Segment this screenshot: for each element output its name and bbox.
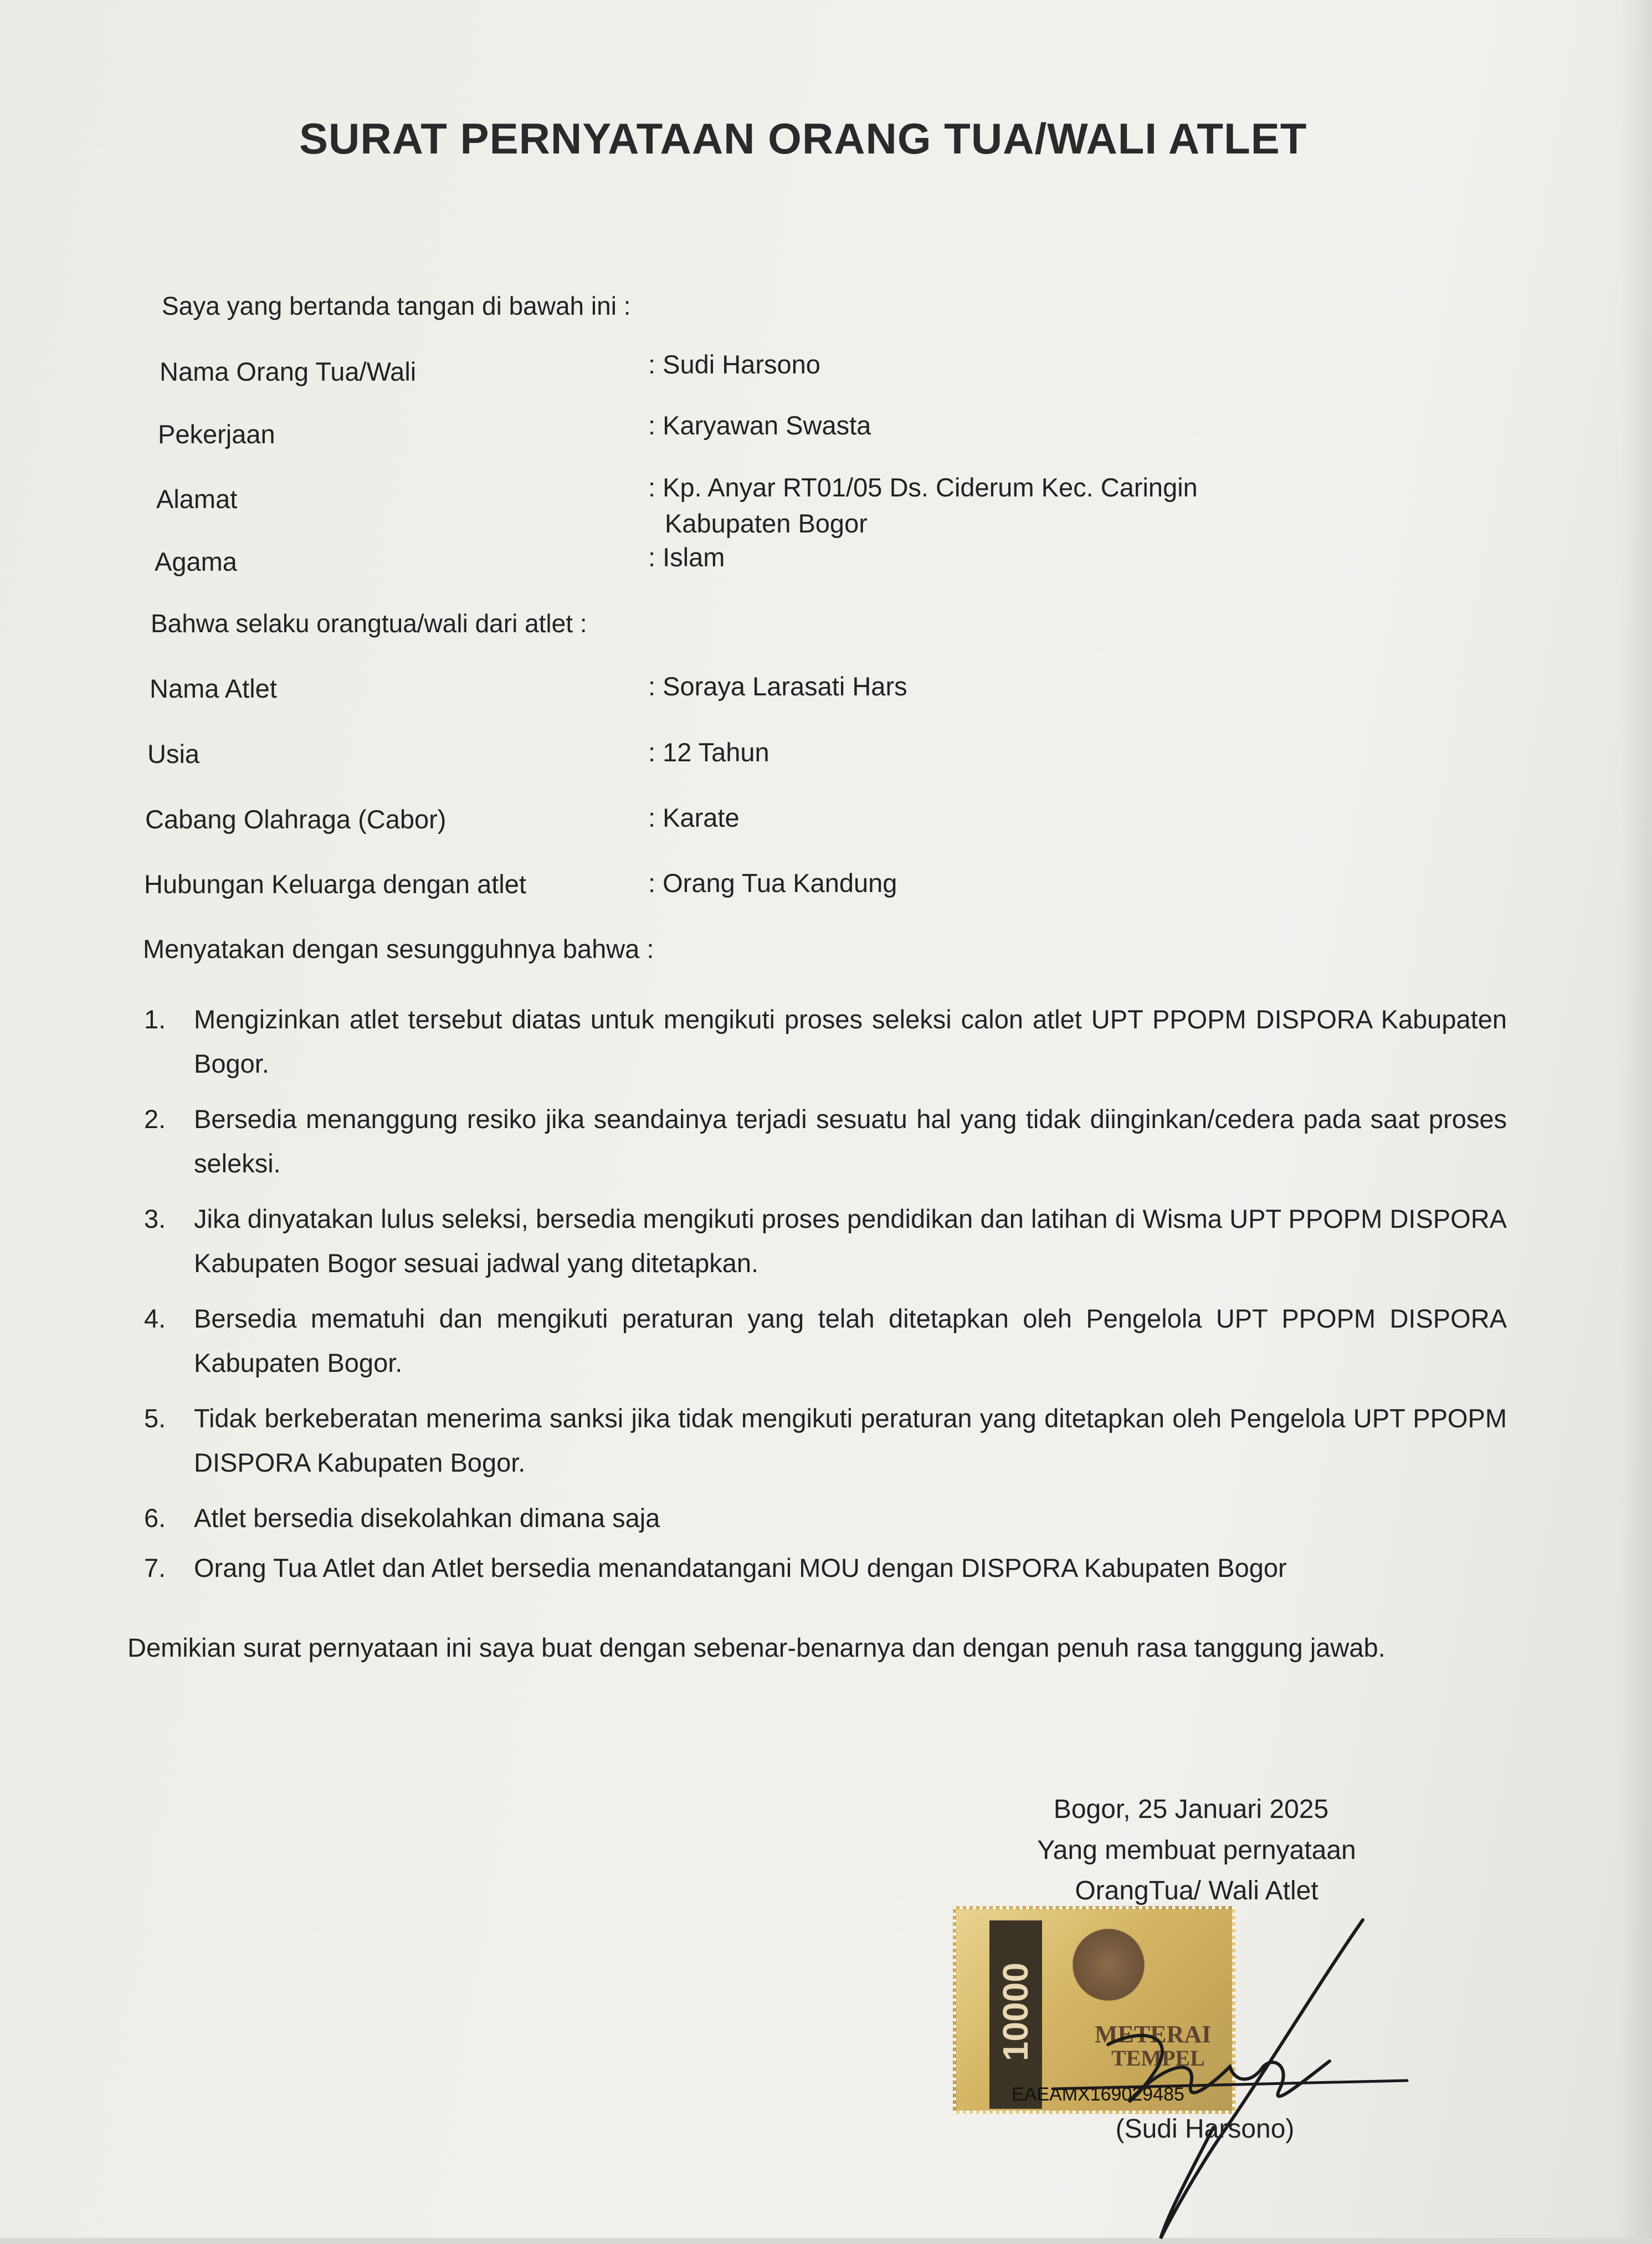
- statement-intro-text: Menyatakan dengan sesungguhnya bahwa :: [143, 934, 654, 964]
- statement-number: 3.: [144, 1204, 166, 1233]
- athlete-intro-text: Bahwa selaku orangtua/wali dari atlet :: [151, 609, 587, 638]
- signer-name: (Sudi Harsono): [1115, 2114, 1295, 2144]
- document-title: SURAT PERNYATAAN ORANG TUA/WALI ATLET: [299, 114, 1307, 163]
- statement-number: 6.: [144, 1503, 166, 1533]
- signature-role-label: OrangTua/ Wali Atlet: [1075, 1876, 1318, 1905]
- statement-text: Tidak berkeberatan menerima sanksi jika tidak mengikuti peraturan yang ditetapkan oleh Pengelola UPT PPOPM DISPORA Kabupaten Bogor.: [194, 1403, 1507, 1477]
- handwritten-signature: [1030, 1900, 1418, 2244]
- statement-number: 7.: [144, 1553, 166, 1582]
- statement-text: Orang Tua Atlet dan Atlet bersedia menandatangani MOU dengan DISPORA Kabupaten Bogor: [194, 1553, 1287, 1582]
- athlete-sport-label: Cabang Olahraga (Cabor): [145, 805, 447, 834]
- signature-maker-label: Yang membuat pernyataan: [1037, 1836, 1356, 1865]
- athlete-relation-label: Hubungan Keluarga dengan atlet: [144, 869, 526, 899]
- athlete-sport-value: : Karate: [648, 803, 740, 832]
- statement-text: Atlet bersedia disekolahkan dimana saja: [194, 1503, 660, 1533]
- athlete-name-label: Nama Atlet: [150, 674, 277, 703]
- parent-religion-value: : Islam: [648, 542, 725, 572]
- parent-address-label: Alamat: [156, 484, 238, 514]
- parent-job-value: : Karyawan Swasta: [648, 411, 871, 440]
- stamp-serial: EAEAMX169029485: [1012, 2084, 1184, 2105]
- parent-name-label: Nama Orang Tua/Wali: [160, 357, 417, 386]
- intro-text: Saya yang bertanda tangan di bawah ini :: [162, 291, 631, 320]
- parent-address-value-line2: Kabupaten Bogor: [665, 509, 868, 538]
- statement-text: Mengizinkan atlet tersebut diatas untuk mengikuti proses seleksi calon atlet UPT PPOPM DISPORA Kabupaten Bogor.: [194, 1005, 1507, 1078]
- signature-place-date: Bogor, 25 Januari 2025: [1053, 1795, 1329, 1824]
- statement-number: 1.: [144, 1005, 166, 1034]
- stamp-brand-line2: TEMPEL: [1111, 2046, 1205, 2071]
- statement-number: 4.: [144, 1304, 166, 1333]
- stamp-denomination: 10000: [996, 1963, 1035, 2061]
- statement-text: Bersedia mematuhi dan mengikuti peraturan yang telah ditetapkan oleh Pengelola UPT PPOPM DISPORA Kabupaten Bogor.: [194, 1304, 1507, 1377]
- parent-address-value-line1: : Kp. Anyar RT01/05 Ds. Ciderum Kec. Caringin: [648, 473, 1198, 502]
- parent-name-value: : Sudi Harsono: [648, 350, 820, 379]
- athlete-relation-value: : Orang Tua Kandung: [648, 868, 897, 898]
- parent-job-label: Pekerjaan: [158, 419, 275, 449]
- athlete-name-value: : Soraya Larasati Hars: [648, 672, 907, 701]
- parent-religion-label: Agama: [155, 547, 237, 576]
- athlete-age-label: Usia: [147, 739, 200, 769]
- page-edge-shadow: [1619, 0, 1652, 2238]
- statement-text: Jika dinyatakan lulus seleksi, bersedia mengikuti proses pendidikan dan latihan di Wisma UPT PPOPM DISPORA Kabupaten Bogor sesuai jadwal yang ditetapkan.: [194, 1204, 1507, 1278]
- statement-text: Bersedia menanggung resiko jika seandainya terjadi sesuatu hal yang tidak diinginkan/cedera pada saat proses seleksi.: [194, 1104, 1507, 1178]
- statement-number: 2.: [144, 1104, 166, 1134]
- athlete-age-value: : 12 Tahun: [648, 737, 769, 767]
- stamp-brand-line1: METERAI: [1095, 2021, 1212, 2048]
- statement-number: 5.: [144, 1403, 166, 1433]
- closing-paragraph: Demikian surat pernyataan ini saya buat dengan sebenar-benarnya dan dengan penuh rasa tanggung jawab.: [127, 1633, 1386, 1662]
